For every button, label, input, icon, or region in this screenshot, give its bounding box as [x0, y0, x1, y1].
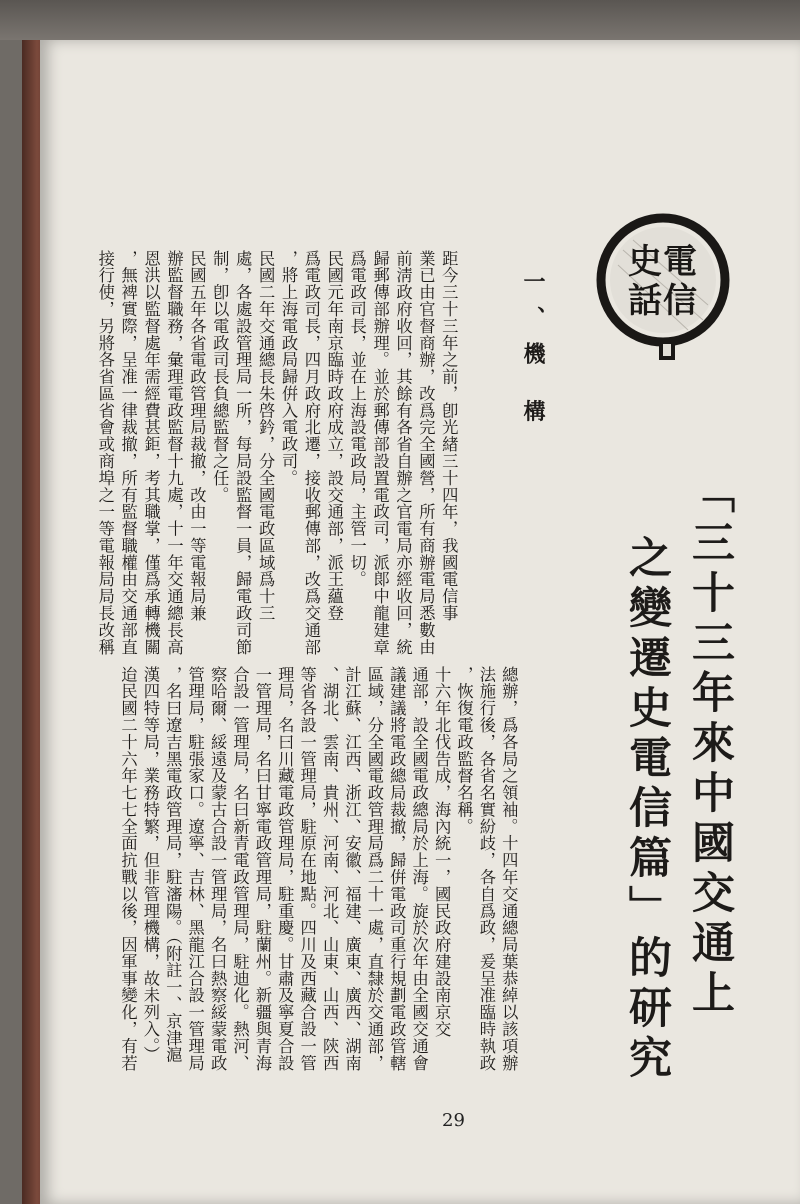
emblem-char: 話 [628, 281, 662, 321]
text-column: 制，卽以電政司長負總監督之任。 [210, 250, 230, 504]
text-column: 通部，設全國電政總局於上海。旋於次年由全國交通會 [409, 666, 429, 1072]
text-column: 歸郵傳部辦理。並於郵傳部設置電政司，派郞中龍建章 [370, 250, 390, 656]
text-column: 恩洪以監督處年需經費甚鉅，考其職掌，僅爲承轉機關 [141, 250, 161, 656]
text-column: 距今三十三年之前，卽光緖三十四年，我國電信事 [439, 250, 459, 622]
text-column: 民國二年交通總長朱啓鈐，分全國電政區域爲十三 [256, 250, 276, 622]
text-column: 前淸政府收回，其餘有各省自辦之官電局亦經收回，統 [393, 250, 413, 656]
emblem-char: 電 [663, 242, 697, 282]
text-column: 議建議將電政總局裁撤，歸倂電政司重行規劃電政管轄 [387, 666, 407, 1072]
text-column: 計江蘇、江西、浙江、安徽、福建、廣東、廣西、湖南 [342, 666, 362, 1072]
text-column: 察哈爾、綏遠及蒙古合設一管理局，名曰熱察綏蒙電政 [208, 666, 228, 1072]
text-column: 區域，分全國電政管理局爲二十一處，直隸於交通部， [364, 666, 384, 1072]
text-column: ，將上海電政局歸倂入電政司。 [278, 250, 298, 487]
text-column: 接行使，另將各省區省會或商埠之一等電報局局長改稱 [95, 250, 115, 656]
text-column: 一管理局，名曰甘寧電政管理局，駐蘭州。新疆與青海 [252, 666, 272, 1072]
text-column: 處，各處設管理局一所，每局設監督一員，歸電政司節 [233, 250, 253, 656]
text-column: 理局，名曰川藏電政管理局，駐重慶。甘肅及寧夏合設 [275, 666, 295, 1072]
emblem-char: 史 [628, 242, 662, 282]
background-top [0, 0, 800, 40]
text-column: 爲電政司長，四月政府北遷，接收郵傳部，改爲交通部 [301, 250, 321, 656]
title-line-2: 之變遷史電信篇」的研究 [622, 535, 672, 1085]
text-column: ，名曰遼吉黑電政管理局，駐瀋陽。（附註一、京津滬 [163, 666, 183, 1064]
text-column: 合設一管理局，名曰新青電政管理局，駐迪化。熱河、 [230, 666, 250, 1072]
text-column: 漢四特等局，業務特繁，但非管理機構，故未列入。） [140, 666, 160, 1064]
text-column: ，無裨實際，呈准一律裁撤，所有監督職權由交通部直 [118, 250, 138, 656]
text-column: 十六年北伐告成，海內統一，國民政府建設南京交 [432, 666, 452, 1038]
emblem-seal [588, 205, 748, 365]
text-column: ，恢復電政監督名稱。 [454, 666, 474, 835]
text-column: 民國元年南京臨時政府成立，設交通部，派王蘊登 [324, 250, 344, 622]
text-column: 迨民國二十六年七七全面抗戰以後，因軍事變化，有若 [118, 666, 138, 1072]
text-column: 、湖北、雲南、貴州、河南、河北、山東、山西、陝西 [320, 666, 340, 1072]
text-column: 管理局，駐張家口。遼寧、吉林、黑龍江合設一管理局 [185, 666, 205, 1072]
section-heading: 一、機 構 [520, 270, 546, 436]
text-column: 民國五年各省電政管理局裁撤，改由一等電報局兼 [187, 250, 207, 622]
text-column: 總辦，爲各局之領袖。十四年交通總局葉恭綽以該項辦 [499, 666, 519, 1072]
text-column: 爲電政司長，並在上海設電政局，主管一切。 [347, 250, 367, 588]
text-column: 法施行後，各省名實紛歧，各自爲政，爰呈准臨時執政 [476, 666, 496, 1072]
book-page [40, 40, 800, 1204]
text-column: 業已由官督商辦，改爲完全國營，所有商辦電局悉數由 [416, 250, 436, 656]
title-line-1: 「三十三年來中國交通上 [685, 470, 735, 1020]
emblem-char: 信 [663, 281, 697, 321]
page-number: 29 [442, 1110, 465, 1131]
text-column: 等省各設一管理局，駐原在地點。四川及西藏合設一管 [297, 666, 317, 1072]
text-column: 辦監督職務，彙理電政監督十九處，十一年交通總長高 [164, 250, 184, 656]
